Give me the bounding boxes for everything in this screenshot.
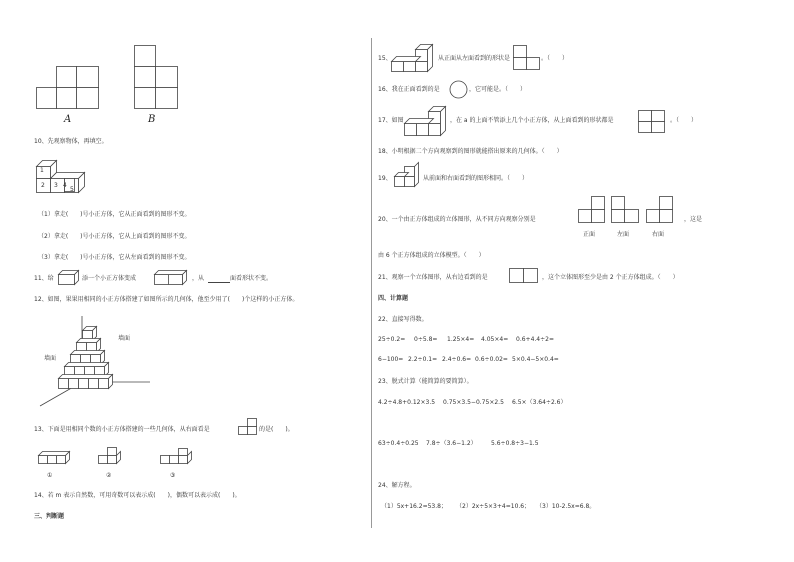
q12-wall-label-left: 墙面 — [44, 355, 57, 362]
q10-item-2: （2）拿走( )号小正方体，它从上面看到的图形不变。 — [38, 233, 191, 240]
q23-r1-c3: 6.5×（3.64÷2.6） — [512, 399, 567, 406]
q11-cube-small — [58, 270, 80, 286]
column-divider — [371, 38, 372, 528]
q16-text-a: 16、我在正面看到的是 — [378, 86, 440, 93]
q20-text-c: 由 6 个正方体组成的立体模型。（ ） — [378, 252, 485, 259]
q22-r2-c2: 2.2÷0.1= — [408, 356, 438, 363]
q22-r1-c5: 0.6+4.4÷2= — [516, 336, 554, 343]
q21-view-figure — [509, 268, 541, 284]
q13-text-b: 的是( )。 — [259, 426, 294, 433]
q13-option-1[interactable]: ① — [47, 472, 53, 479]
q19-num: 19、 — [378, 175, 392, 182]
q11-text-d: 面看形状不变。 — [230, 275, 273, 282]
q13-option-3-figure — [160, 448, 200, 466]
q12-wall-label-right: 墙面 — [118, 335, 131, 342]
cube-number-5: 5 — [70, 186, 74, 193]
q16-circle-figure — [449, 80, 469, 100]
q22-r2-c1: 6−100= — [378, 356, 404, 363]
q15-num: 15、 — [378, 55, 392, 62]
q20-front-view — [578, 196, 606, 226]
q19-cube-figure — [394, 166, 424, 190]
q24-item-3: （3）10-2.5x=6.8。 — [536, 503, 596, 510]
q20-label-right: 右面 — [652, 231, 665, 238]
q10-item-3: （3）拿走( )号小正方体，它从左面看到的图形不变。 — [38, 254, 191, 261]
q13-option-2-figure — [98, 446, 126, 466]
q22-r1-c3: 1.25×4= — [447, 336, 475, 343]
q13-option-2[interactable]: ② — [106, 472, 112, 479]
q12-text: 12、如图，果果用相同的小正方体搭建了如图所示的几何体，他至少用了( )个这样的小正方体。 — [34, 296, 299, 303]
q12-stair-figure — [40, 316, 152, 408]
q20-label-front: 正面 — [583, 231, 596, 238]
q16-text-b: ，它可能是。（ ） — [469, 86, 527, 93]
q11-text-b: 添一个小正方体变成 — [82, 275, 137, 282]
q13-option-1-figure — [38, 450, 72, 466]
q17-cube-figure — [404, 105, 450, 137]
q22-r1-c1: 25÷0.2= — [378, 336, 406, 343]
q21-text-b: ，这个立体图形至少是由 2 个正方体组成。（ ） — [542, 274, 679, 281]
q20-text-a: 20、一个由正方体组成的立体图形，从不同方向观察分别是 — [378, 216, 536, 223]
figure-a — [36, 66, 106, 110]
q11-text-a: 11、给 — [34, 275, 54, 282]
q20-right-view — [646, 196, 678, 226]
q13-text-a: 13、下面是用相同个数的小正方体搭建的一些几何体，从右面看是 — [34, 426, 210, 433]
q17-text-c: 。（ ） — [670, 117, 698, 124]
q20-left-view — [611, 196, 643, 226]
q11-text-c: ，从 — [192, 275, 205, 282]
q19-text-b: 从前面和右面看到的图形相同。（ ） — [423, 175, 529, 182]
q22-r1-c2: 0÷5.8= — [414, 336, 438, 343]
q24-title: 24、解方程。 — [378, 482, 416, 489]
q10-title: 10、先观察物体，再填空。 — [34, 138, 108, 145]
section-3-title: 三、判断题 — [34, 513, 65, 520]
q13-right-view — [238, 418, 258, 436]
cube-number-3: 3 — [54, 182, 58, 189]
q20-label-left: 左面 — [617, 231, 630, 238]
q11-cube-large — [154, 270, 188, 286]
q23-r2-c1: 63÷0.4÷0.25 — [378, 440, 419, 447]
q15-view-figure — [513, 45, 543, 71]
figure-a-label: A — [64, 114, 72, 125]
q17-text-a: 17、如图 — [378, 117, 404, 124]
q23-r1-c2: 0.75×3.5−0.75×2.5 — [443, 399, 504, 406]
q23-r2-c2: 7.8÷（3.6−1.2） — [426, 440, 477, 447]
q17-view-figure — [638, 110, 668, 134]
q22-r2-c4: 0.6÷0.02= — [475, 356, 508, 363]
q22-title: 22、直接写得数。 — [378, 316, 428, 323]
q10-item-1: （1）拿走( )号小正方体，它从正面看到的图形不变。 — [38, 211, 191, 218]
cube-number-4: 4 — [63, 182, 67, 189]
cube-number-2: 2 — [41, 182, 45, 189]
q22-r1-c4: 4.05×4= — [481, 336, 509, 343]
q23-title: 23、脱式计算（能简算的要简算）。 — [378, 378, 473, 385]
figure-b-label: B — [148, 114, 156, 125]
q22-r2-c3: 2.4÷0.6= — [442, 356, 472, 363]
q22-r2-c5: 5×0.4−5×0.4= — [512, 356, 559, 363]
q15-cube-figure — [391, 42, 439, 74]
cube-number-1: 1 — [40, 167, 44, 174]
q23-r1-c1: 4.2÷4.8+0.12×3.5 — [378, 399, 436, 406]
q14-text: 14、若 m 表示自然数，可用奇数可以表示成( )，偶数可以表示成( )。 — [34, 492, 241, 499]
q20-text-b: ，这是 — [684, 216, 703, 223]
q13-option-3[interactable]: ③ — [170, 472, 176, 479]
q18-text: 18、小明根据二个方向观察到的图形就能搭出原来的几何体。（ ） — [378, 148, 563, 155]
q23-r2-c3: 5.6÷0.8÷3−1.5 — [491, 440, 539, 447]
q15-text-b: 从正面从左面看到的形状是 — [438, 55, 511, 62]
q24-item-1: （1）5x+16.2=53.8； — [381, 503, 447, 510]
q24-item-2: （2）2x÷5×3+4=10.6； — [456, 503, 531, 510]
section-4-title: 四、计算题 — [378, 295, 409, 302]
q17-text-b: ，在 a 的上面不管添上几个小正方体，从上面看到的形状都是 — [450, 117, 614, 124]
figure-b — [134, 45, 184, 111]
q15-text-c: 。（ ） — [541, 55, 569, 62]
q21-text-a: 21、观察一个立体图形，从右边看到的是 — [378, 274, 488, 281]
q11-answer-blank[interactable] — [208, 282, 230, 283]
